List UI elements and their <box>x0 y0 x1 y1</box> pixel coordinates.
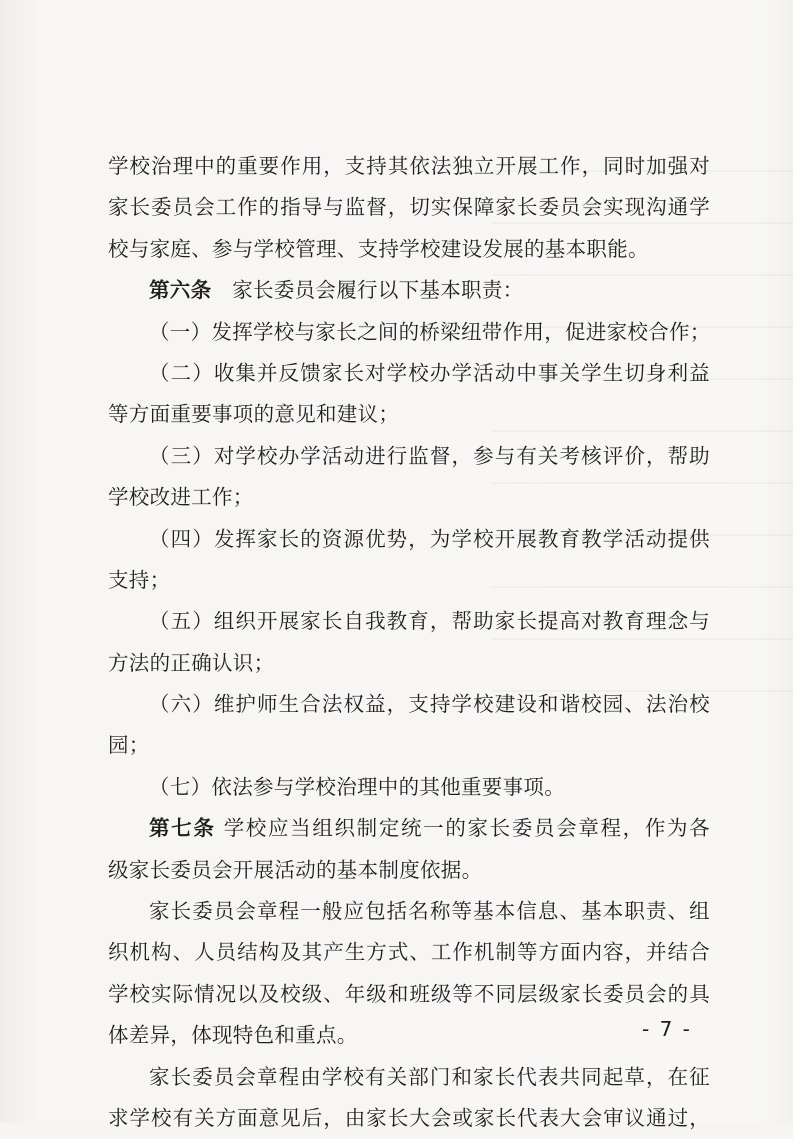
list-item: （六）维护师生合法权益，支持学校建设和谐校园、法治校 <box>149 692 710 717</box>
list-item: （三）对学校办学活动进行监督，参与有关考核评价，帮助 <box>149 443 710 468</box>
list-item-continuation: 支持； <box>108 567 171 592</box>
document-body <box>108 146 710 1139</box>
list-item: （七）依法参与学校治理中的其他重要事项。 <box>149 774 565 799</box>
text-line: 家长委员会章程一般应包括名称等基本信息、基本职责、组 <box>149 899 710 924</box>
list-item-continuation: 方法的正确认识； <box>108 650 275 675</box>
list-item: （一）发挥学校与家长之间的桥梁纽带作用，促进家校合作； <box>149 319 711 344</box>
page-number: - 7 - <box>642 1017 692 1041</box>
text-line: 家长委员会章程由学校有关部门和家长代表共同起草，在征 <box>149 1064 710 1089</box>
text-line: 体差异，体现特色和重点。 <box>108 1023 358 1048</box>
list-item: （四）发挥家长的资源优势，为学校开展教育教学活动提供 <box>149 526 710 551</box>
list-item: （二）收集并反馈家长对学校办学活动中事关学生切身利益 <box>149 360 710 385</box>
article-6-title: 第六条 <box>149 278 212 303</box>
list-item-continuation: 等方面重要事项的意见和建议； <box>108 402 400 427</box>
text-line: 学校实际情况以及校级、年级和班级等不同层级家长委员会的具 <box>108 981 710 1006</box>
article-6-heading-line <box>108 270 710 311</box>
text-line: 家长委员会工作的指导与监督，切实保障家长委员会实现沟通学 <box>108 195 710 220</box>
text-line: 校与家庭、参与学校管理、支持学校建设发展的基本职能。 <box>108 236 649 261</box>
list-item-continuation: 园； <box>108 733 150 758</box>
article-7-heading-line <box>108 808 710 849</box>
list-item: （五）组织开展家长自我教育，帮助家长提高对教育理念与 <box>149 609 710 634</box>
text-line: 级家长委员会开展活动的基本制度依据。 <box>108 857 483 882</box>
article-7-text: 学校应当组织制定统一的家长委员会章程，作为各 <box>223 816 710 841</box>
list-item-continuation: 学校改进工作； <box>108 485 254 510</box>
article-6-intro: 家长委员会履行以下基本职责： <box>232 278 524 303</box>
article-7-title: 第七条 <box>149 816 216 841</box>
text-line: 织机构、人员结构及其产生方式、工作机制等方面内容，并结合 <box>108 940 710 965</box>
text-line: 求学校有关方面意见后，由家长大会或家长代表大会审议通过， <box>108 1105 710 1130</box>
text-line: 学校治理中的重要作用，支持其依法独立开展工作，同时加强对 <box>108 154 710 178</box>
